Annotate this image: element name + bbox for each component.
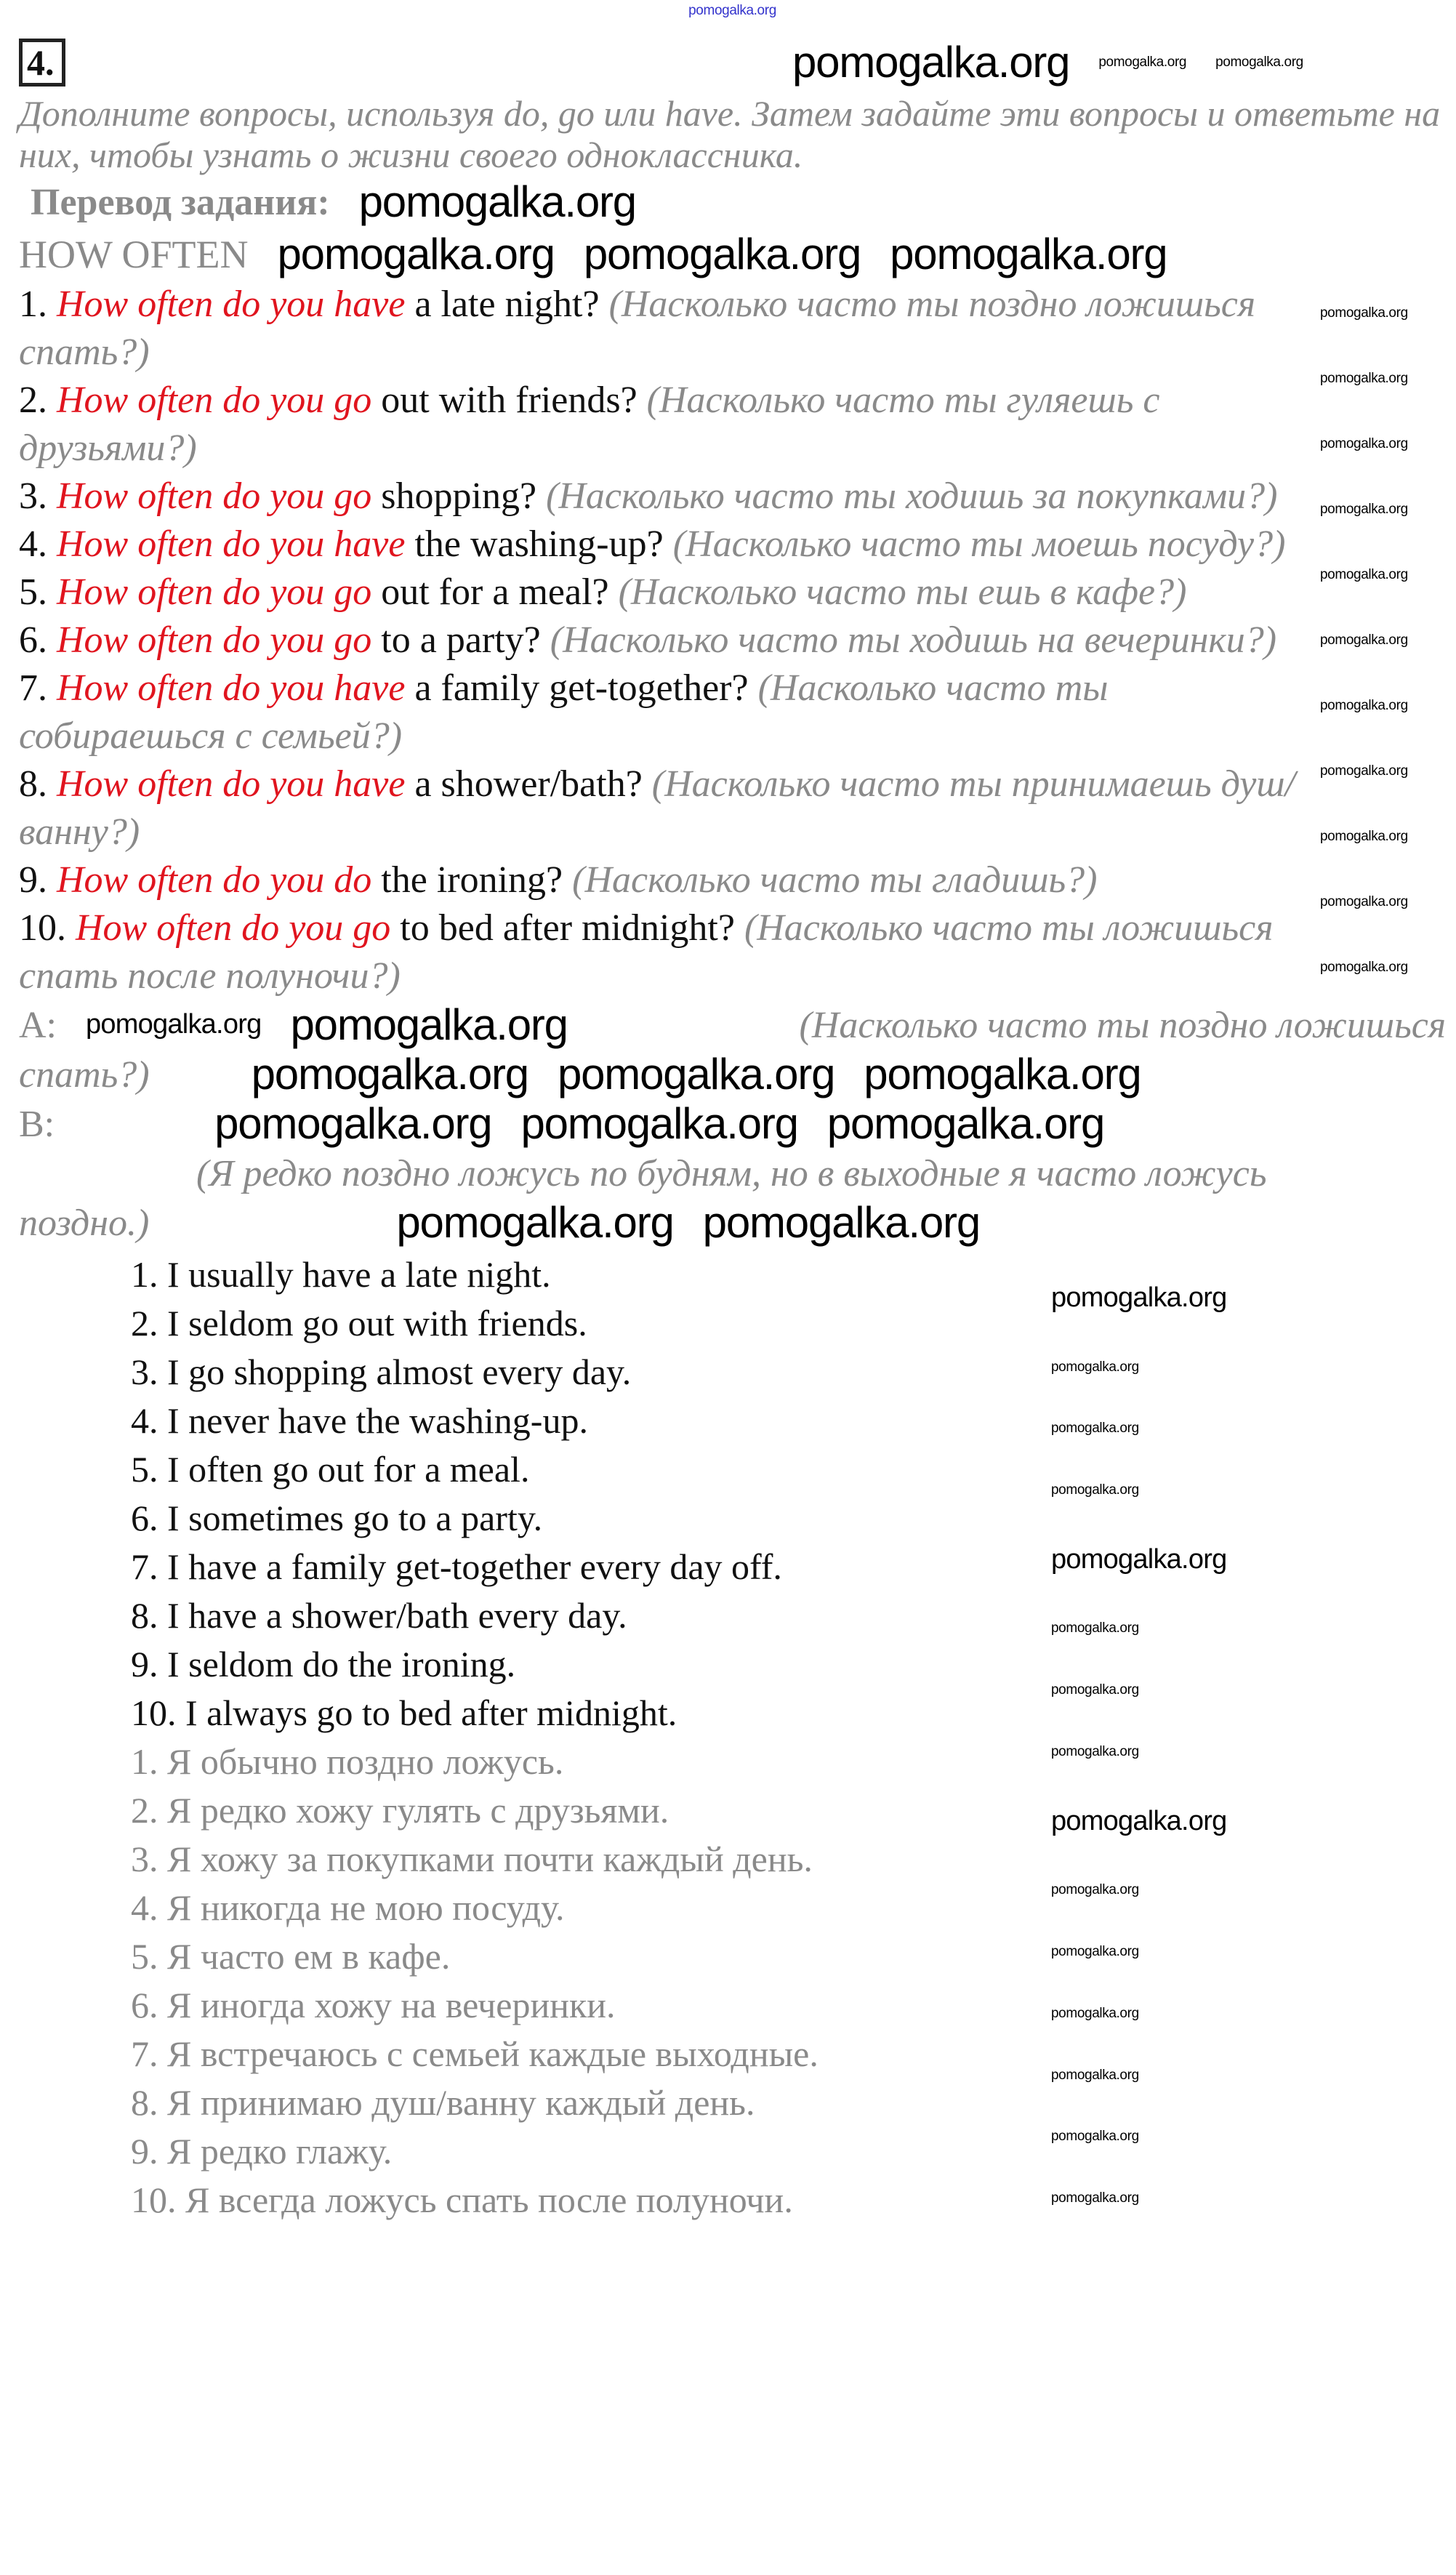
watermark-column (1320, 281, 1446, 1000)
answer-russian: 7. Я встречаюсь с семьей каждые выходные. (131, 2033, 819, 2074)
answer-english: 6. I sometimes go to a party. (131, 1498, 543, 1538)
watermark: pomogalka.org (1320, 763, 1408, 779)
answer-russian: 1. Я обычно поздно ложусь. (131, 1741, 564, 1782)
watermark: pomogalka.org (290, 1000, 568, 1049)
answer-english: 3. I go shopping almost every day. (131, 1351, 632, 1392)
dialogue-b-translation-cont: поздно.) (19, 1202, 150, 1244)
exercise-header (19, 32, 1446, 93)
answer-english: 1. I usually have a late night. (131, 1254, 551, 1295)
section-heading-row (19, 228, 1446, 281)
watermark: pomogalka.org (1320, 370, 1408, 386)
question-rest: a late night? (405, 284, 609, 325)
question-rest: shopping? (371, 475, 547, 517)
watermark: pomogalka.org (1051, 1682, 1139, 1698)
dialogue-a-label: A: (19, 1004, 57, 1046)
dialogue-b-translation: (Я редко поздно ложусь по будням, но в выходные я часто ложусь (196, 1152, 1267, 1194)
dialogue-b-label: B: (19, 1103, 55, 1145)
question-item (19, 616, 1313, 664)
answer-russian: 3. Я хожу за покупками почти каждый день. (131, 1839, 813, 1879)
question-item (19, 473, 1313, 521)
answers-russian (131, 1738, 1037, 2225)
question-translation: (Насколько часто ты ешь в кафе?) (618, 571, 1187, 613)
dialogue-a-row (19, 1000, 1446, 1050)
question-item (19, 377, 1313, 473)
watermark: pomogalka.org (1051, 2067, 1139, 2083)
watermark: pomogalka.org (1051, 1282, 1227, 1313)
watermark: pomogalka.org (826, 1099, 1105, 1148)
question-item (19, 904, 1313, 1000)
translation-heading: Перевод задания: (31, 181, 330, 223)
dialogue-b-row-cont (19, 1198, 1446, 1248)
answer-russian: 2. Я редко хожу гулять с друзьями. (131, 1790, 669, 1831)
question-rest: the ironing? (371, 859, 573, 901)
question-phrase: How often do you go (57, 619, 372, 661)
watermark: pomogalka.org (1051, 1882, 1139, 1898)
question-phrase: How often do you go (57, 475, 372, 517)
watermark: pomogalka.org (557, 1050, 835, 1098)
watermark: pomogalka.org (396, 1198, 674, 1247)
watermark: pomogalka.org (1051, 2005, 1139, 2021)
watermark: pomogalka.org (1320, 566, 1408, 582)
question-translation: (Насколько часто ты ходишь на вечеринки?) (550, 619, 1277, 661)
question-rest: a family get-together? (405, 667, 758, 709)
question-translation: (Насколько часто ты гладишь?) (572, 859, 1098, 901)
questions-section (19, 281, 1446, 1000)
answer-english: 8. I have a shower/bath every day. (131, 1595, 627, 1636)
answer-russian: 8. Я принимаю душ/ванну каждый день. (131, 2082, 755, 2123)
question-rest: out for a meal? (371, 571, 619, 613)
dialogue-a-translation: (Насколько часто ты поздно ложишься (799, 1004, 1446, 1046)
answer-english: 2. I seldom go out with friends. (131, 1303, 587, 1343)
question-phrase: How often do you do (57, 859, 372, 901)
answer-english: 7. I have a family get-together every day off. (131, 1546, 782, 1587)
question-translation: (Насколько часто ты ходишь за покупками?) (546, 475, 1278, 517)
answer-russian: 9. Я редко глажу. (131, 2131, 393, 2172)
watermark: pomogalka.org (1320, 697, 1408, 713)
question-translation: (Насколько часто ты ложишься спать после полуночи?) (19, 907, 1274, 997)
question-phrase: How often do you have (57, 523, 406, 565)
watermark: pomogalka.org (688, 2, 776, 18)
question-rest: the washing-up? (405, 523, 673, 565)
watermark: pomogalka.org (1051, 1620, 1139, 1636)
watermark: pomogalka.org (702, 1198, 980, 1247)
watermark: pomogalka.org (277, 230, 555, 278)
question-number: 6. (19, 619, 47, 661)
watermark: pomogalka.org (1320, 828, 1408, 844)
answer-english: 4. I never have the washing-up. (131, 1400, 588, 1441)
question-phrase: How often do you have (57, 284, 406, 325)
watermark-column (1051, 1250, 1446, 2225)
answers-section (19, 1250, 1446, 2225)
instruction: Дополните вопросы, используя do, go или have. Затем задайте эти вопросы и ответьте на них, чтобы узнать о жизни своего одноклассника. (19, 93, 1441, 175)
watermark: pomogalka.org (1215, 54, 1303, 70)
watermark: pomogalka.org (1051, 2129, 1139, 2145)
question-number: 4. (19, 523, 47, 565)
question-translation: (Насколько часто ты моешь посуду?) (672, 523, 1286, 565)
question-phrase: How often do you go (76, 907, 391, 949)
watermark: pomogalka.org (1051, 1482, 1139, 1498)
question-translation: (Насколько часто ты гуляешь с друзьями?) (19, 379, 1160, 469)
answer-russian: 6. Я иногда хожу на вечеринки. (131, 1985, 616, 2025)
watermark: pomogalka.org (890, 230, 1167, 278)
dialogue-a-translation-cont: спать?) (19, 1053, 150, 1096)
question-item (19, 281, 1313, 377)
question-number: 10. (19, 907, 66, 949)
question-translation: (Насколько часто ты поздно ложишься спать?) (19, 284, 1256, 373)
section-heading: HOW OFTEN (19, 233, 249, 276)
watermark: pomogalka.org (1051, 1805, 1227, 1836)
question-rest: out with friends? (371, 379, 647, 421)
watermark: pomogalka.org (1051, 1543, 1227, 1575)
watermark: pomogalka.org (1051, 1359, 1139, 1375)
answer-russian: 10. Я всегда ложусь спать после полуночи. (131, 2180, 793, 2220)
question-item (19, 856, 1313, 904)
answer-russian: 5. Я часто ем в кафе. (131, 1936, 451, 1977)
watermark: pomogalka.org (1051, 1421, 1139, 1437)
answer-english: 10. I always go to bed after midnight. (131, 1692, 677, 1733)
watermark: pomogalka.org (792, 38, 1070, 87)
watermark: pomogalka.org (1051, 1944, 1139, 1960)
question-translation: (Насколько часто ты собираешься с семьей?) (19, 667, 1109, 757)
watermark: pomogalka.org (1051, 1743, 1139, 1759)
answers-english (131, 1250, 1037, 1738)
question-phrase: How often do you have (57, 667, 406, 709)
exercise-number: 4. (19, 39, 65, 87)
answers-column (19, 1250, 1037, 2225)
watermark: pomogalka.org (214, 1099, 492, 1148)
watermark: pomogalka.org (520, 1099, 798, 1148)
dialogue-b-translation-row (19, 1149, 1446, 1198)
question-item (19, 760, 1313, 856)
question-phrase: How often do you have (57, 763, 406, 805)
question-item (19, 569, 1313, 616)
translation-heading-row (19, 176, 1446, 228)
question-number: 3. (19, 475, 47, 517)
answer-russian: 4. Я никогда не мою посуду. (131, 1887, 565, 1928)
watermark: pomogalka.org (1320, 632, 1408, 648)
watermark: pomogalka.org (1320, 305, 1408, 321)
question-item (19, 664, 1313, 760)
watermark: pomogalka.org (864, 1050, 1141, 1098)
question-number: 8. (19, 763, 47, 805)
question-number: 9. (19, 859, 47, 901)
watermark: pomogalka.org (358, 177, 636, 226)
question-translation: (Насколько часто ты принимаешь душ/ванну?) (19, 763, 1296, 853)
watermark: pomogalka.org (1051, 2190, 1139, 2206)
answer-english: 9. I seldom do the ironing. (131, 1644, 516, 1684)
watermark: pomogalka.org (86, 1009, 262, 1040)
question-item (19, 521, 1313, 569)
watermark: pomogalka.org (1320, 501, 1408, 517)
watermark: pomogalka.org (1320, 435, 1408, 451)
dialogue-b-row (19, 1099, 1446, 1149)
question-number: 2. (19, 379, 47, 421)
watermark: pomogalka.org (583, 230, 861, 278)
dialogue-a-row-cont (19, 1050, 1446, 1099)
watermark: pomogalka.org (1098, 54, 1187, 70)
watermark: pomogalka.org (1320, 893, 1408, 909)
question-rest: to bed after midnight? (390, 907, 744, 949)
question-number: 5. (19, 571, 47, 613)
question-rest: to a party? (371, 619, 550, 661)
question-number: 1. (19, 284, 47, 325)
question-rest: a shower/bath? (405, 763, 652, 805)
watermark: pomogalka.org (251, 1050, 528, 1098)
watermark: pomogalka.org (1320, 959, 1408, 975)
question-number: 7. (19, 667, 47, 709)
question-phrase: How often do you go (57, 379, 372, 421)
question-list (19, 281, 1313, 1000)
top-strip (19, 0, 1446, 22)
question-phrase: How often do you go (57, 571, 372, 613)
answer-english: 5. I often go out for a meal. (131, 1449, 530, 1490)
